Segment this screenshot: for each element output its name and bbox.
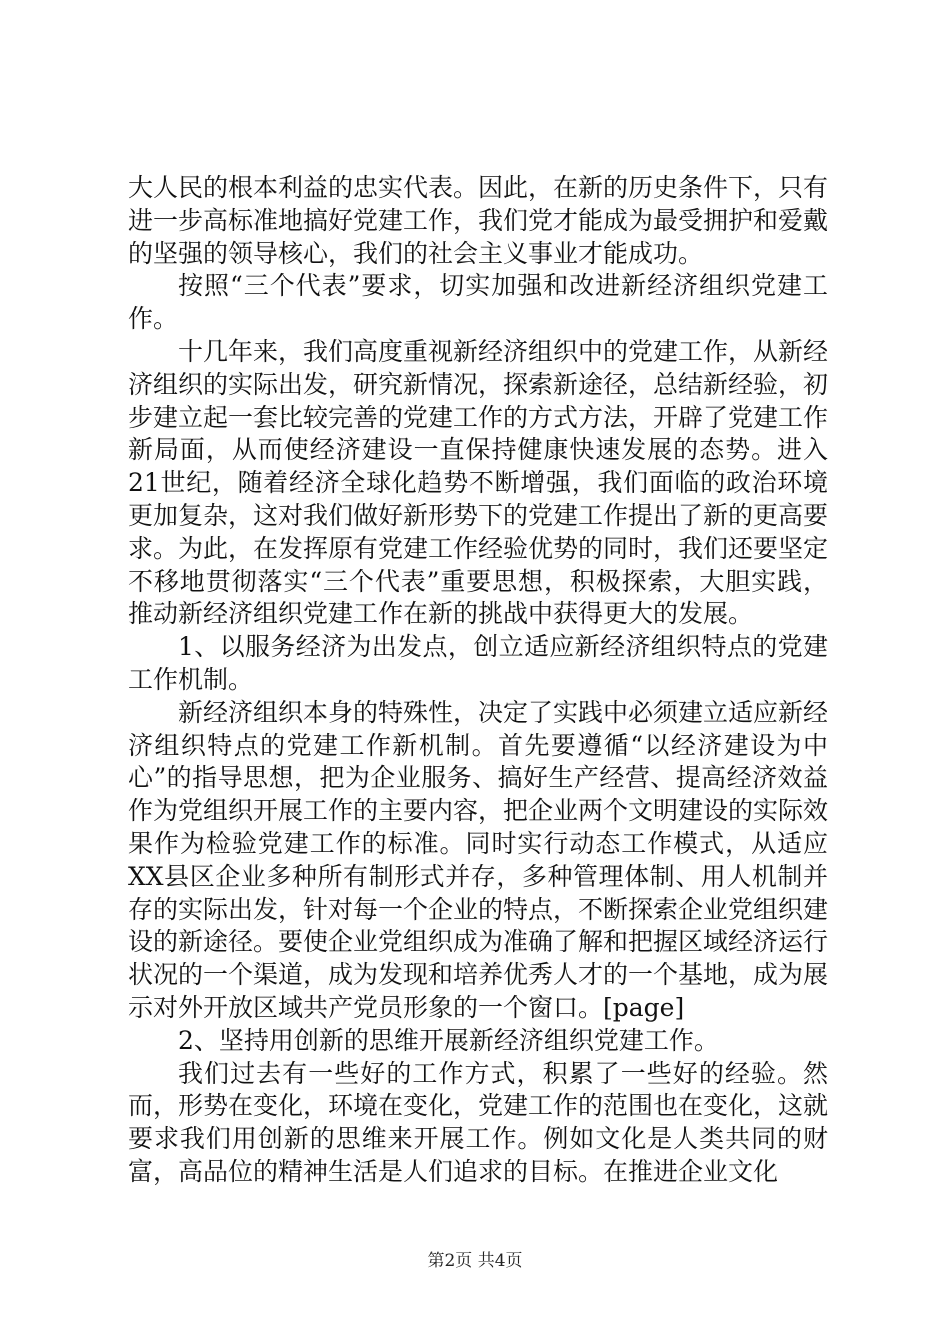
paragraph-1: 大人民的根本利益的忠实代表。因此，在新的历史条件下，只有进一步高标准地搞好党建工作，我们党才能成为最受拥护和爱戴的坚强的领导核心，我们的社会主义事业才能成功。 [128, 173, 829, 268]
document-body [128, 172, 828, 1189]
page-footer: 第2页 共4页 [427, 1251, 523, 1271]
paragraph-7: 我们过去有一些好的工作方式，积累了一些好的经验。然而，形势在变化，环境在变化，党建工作的范围也在变化，这就要求我们用创新的思维来开展工作。例如文化是人类共同的财富，高品位的精神生活是人们追求的目标。在推进企业文化 [128, 1058, 829, 1186]
paragraph-4: 1、以服务经济为出发点，创立适应新经济组织特点的党建工作机制。 [128, 632, 828, 694]
paragraph-5: 新经济组织本身的特殊性，决定了实践中必须建立适应新经济组织特点的党建工作新机制。首先要遵循“以经济建设为中心”的指导思想，把为企业服务、搞好生产经营、提高经济效益作为党组织开展工作的主要内容，把企业两个文明建设的实际效果作为检验党建工作的标准。同时实行动态工作模式，从适应XX县区企业多种所有制形式并存，多种管理体制、用人机制并存的实际出发，针对每一个企业的特点，不断探索企业党组织建设的新途径。要使企业党组织成为准确了解和把握区域经济运行状况的一个渠道，成为发现和培养优秀人才的一个基地，成为展示对外开放区域共产党员形象的一个窗口。[page] [128, 697, 829, 1022]
paragraph-3: 十几年来，我们高度重视新经济组织中的党建工作，从新经济组织的实际出发，研究新情况，探索新途径，总结新经验，初步建立起一套比较完善的党建工作的方式方法，开辟了党建工作新局面，从而使经济建设一直保持健康快速发展的态势。进入21世纪，随着经济全球化趋势不断增强，我们面临的政治环境更加复杂，这对我们做好新形势下的党建工作提出了新的更高要求。为此，在发挥原有党建工作经验优势的同时，我们还要坚定不移地贯彻落实“三个代表”重要思想，积极探索，大胆实践，推动新经济组织党建工作在新的挑战中获得更大的发展。 [128, 336, 829, 629]
paragraph-2: 按照“三个代表”要求，切实加强和改进新经济组织党建工作。 [128, 271, 828, 334]
paragraph-6: 2、坚持用创新的思维开展新经济组织党建工作。 [178, 1025, 719, 1055]
